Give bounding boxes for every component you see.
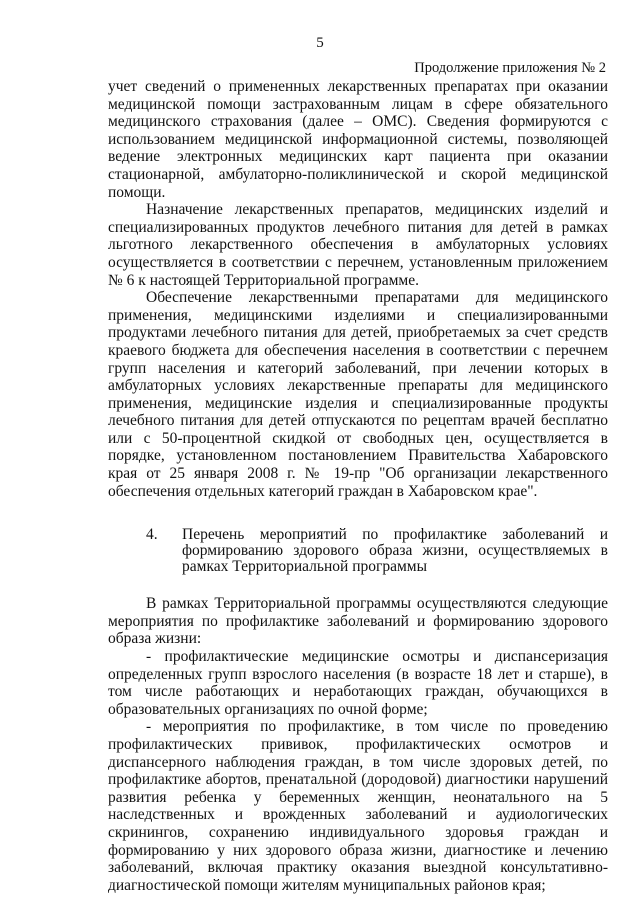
paragraph-prescription-for-children: Назначение лекарственных препаратов, медицинских изделий и специализированных продуктов лечебного питания для детей в рамках льготного лекарственного обеспечения в амбулаторных условиях осуществляется в соответствии с перечнем, установленным приложением № 6 к настоящей Территориальной программе. [108,201,608,289]
section-heading [108,527,608,575]
section-number: 4. [146,526,158,544]
list-item: - профилактические медицинские осмотры и диспансеризация определенных групп взрослого населения (в возрасте 18 лет и старше), в том числе работающих и неработающих граждан, обучающихся в образовательных организациях по очной форме; [108,648,608,718]
paragraph-medication-records: учет сведений о примененных лекарственных препаратах при оказании медицинской помощи застрахованным лицам в сфере обязательного медицинского страхования (далее – ОМС). Сведения формируются с использованием медицинской информационной системы, позволяющей ведение электронных медицинских карт пациента при оказании стационарной, амбулаторно-поликлинической и скорой медицинской помощи. [108,78,608,201]
appendix-continuation-note: Продолжение приложения № 2 [414,60,606,76]
page-number: 5 [316,35,324,51]
section-intro-paragraph: В рамках Территориальной программы осуществляются следующие мероприятия по профилактике заболеваний и формированию здорового образа жизни: [108,595,608,648]
paragraph-drug-supply-provision: Обеспечение лекарственными препаратами для медицинского применения, медицинскими изделиями и специализированными продуктами лечебного питания для детей, приобретаемых за счет средств краевого бюджета для обеспечения населения в соответствии с перечнем групп населения и категорий заболеваний, при лечении которых в амбулаторных условиях лекарственные препараты для медицинского применения, медицинские изделия и специализированные продукты лечебного питания для детей отпускаются по рецептам врачей бесплатно или с 50-процентной скидкой от свободных цен, осуществляется в порядке, установленном постановлением Правительства Хабаровского края от 25 января 2008 г. № 19-пр "Об организации лекарственного обеспечения отдельных категорий граждан в Хабаровском крае". [108,289,608,500]
list-item: - мероприятия по профилактике, в том числе по проведению профилактических прививок, профилактических осмотров и диспансерного наблюдения граждан, в том числе здоровых детей, по профилактике абортов, пренатальной (дородовой) диагностики нарушений развития ребенка у беременных женщин, неонатального на 5 наследственных и врожденных заболеваний и аудиологических скринингов, сохранению индивидуального здоровья граждан и формированию у них здорового образа жизни, диагностике и лечению заболеваний, включая практику оказания выездной консультативно-диагностической помощи жителям муниципальных районов края; [108,718,608,894]
section-title: Перечень мероприятий по профилактике заболеваний и формированию здорового образа жизни, осуществляемых в рамках Территориальной программы [182,526,608,576]
document-body [108,78,608,894]
